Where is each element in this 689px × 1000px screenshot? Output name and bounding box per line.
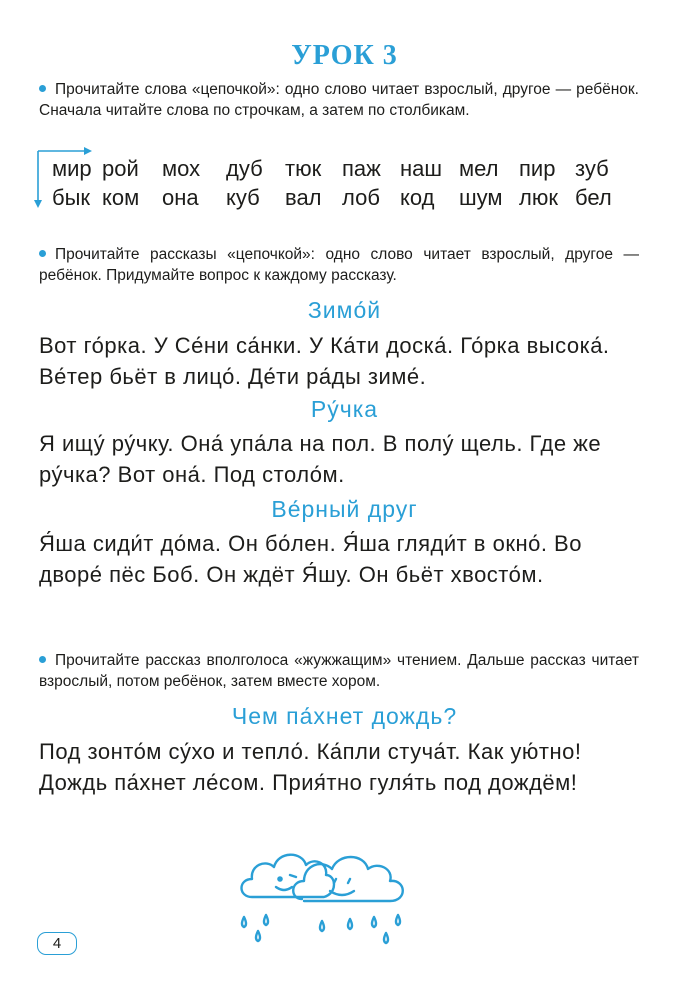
word: тюк: [285, 156, 322, 181]
story-title-winter: Зимо́й: [307, 297, 382, 323]
bullet-icon: [39, 250, 46, 257]
bullet-icon: [39, 656, 46, 663]
word: код: [400, 185, 435, 210]
word: рой: [102, 156, 139, 181]
instruction-2: [39, 244, 639, 286]
story-text-pen: Я ищу́ ру́чку. Она́ упа́ла на пол. В полу́ щель. Где же ру́чка? Вот она́. Под столо́м.: [39, 431, 602, 487]
instruction-1-text: Прочитайте слова «цепочкой»: одно слово читает взрослый, другое — ребёнок. Сначала читайте слова по строчкам, а затем по столбикам.: [39, 81, 639, 119]
instruction-1: [39, 79, 639, 121]
story-text-rain: Под зонто́м су́хо и тепло́. Ка́пли стуча́т. Как ую́тно! Дождь па́хнет ле́сом. Прия́тно гуля́ть под дождём!: [39, 739, 582, 795]
rain-cloud-icon: [230, 835, 420, 945]
word: шум: [459, 185, 503, 210]
story-text-winter: Вот го́рка. У Се́ни са́нки. У Ка́ти доска́. Го́рка высока́. Ве́тер бьёт в лицо́. Де́ти ра́ды зиме́.: [39, 333, 610, 389]
word: вал: [285, 185, 322, 210]
word: люк: [519, 185, 558, 210]
word: куб: [226, 185, 260, 210]
page-number: 4: [37, 932, 77, 955]
story-title-rain: Чем па́хнет дождь?: [231, 703, 458, 729]
word: дуб: [226, 156, 263, 181]
word: мел: [459, 156, 499, 181]
word: она: [162, 185, 199, 210]
word: бел: [575, 185, 612, 210]
instruction-2-text: Прочитайте рассказы «цепочкой»: одно слово читает взрослый, другое — ребёнок. Придумайте вопрос к каждому рассказу.: [39, 246, 639, 284]
story-text-friend: Я́ша сиди́т до́ма. Он бо́лен. Я́ша гляди́т в окно́. Во дворе́ пёс Боб. Он ждёт Я́шу. Он бьёт хвосто́м.: [39, 531, 582, 587]
instruction-3-text: Прочитайте рассказ вполголоса «жужжащим» чтением. Дальше рассказ читает взрослый, потом ребёнок, затем вместе хором.: [39, 652, 639, 690]
word: мох: [162, 156, 201, 181]
story-title-pen: Ру́чка: [310, 396, 379, 422]
word: пир: [519, 156, 556, 181]
word: ком: [102, 185, 140, 210]
word: бык: [52, 185, 91, 210]
word: зуб: [575, 156, 609, 181]
instruction-3: [39, 650, 639, 692]
word: наш: [400, 156, 443, 181]
word: паж: [342, 156, 381, 181]
bullet-icon: [39, 85, 46, 92]
word: мир: [52, 156, 92, 181]
story-title-friend: Ве́рный друг: [271, 496, 418, 522]
lesson-title: УРОК 3: [291, 40, 398, 71]
word: лоб: [342, 185, 380, 210]
